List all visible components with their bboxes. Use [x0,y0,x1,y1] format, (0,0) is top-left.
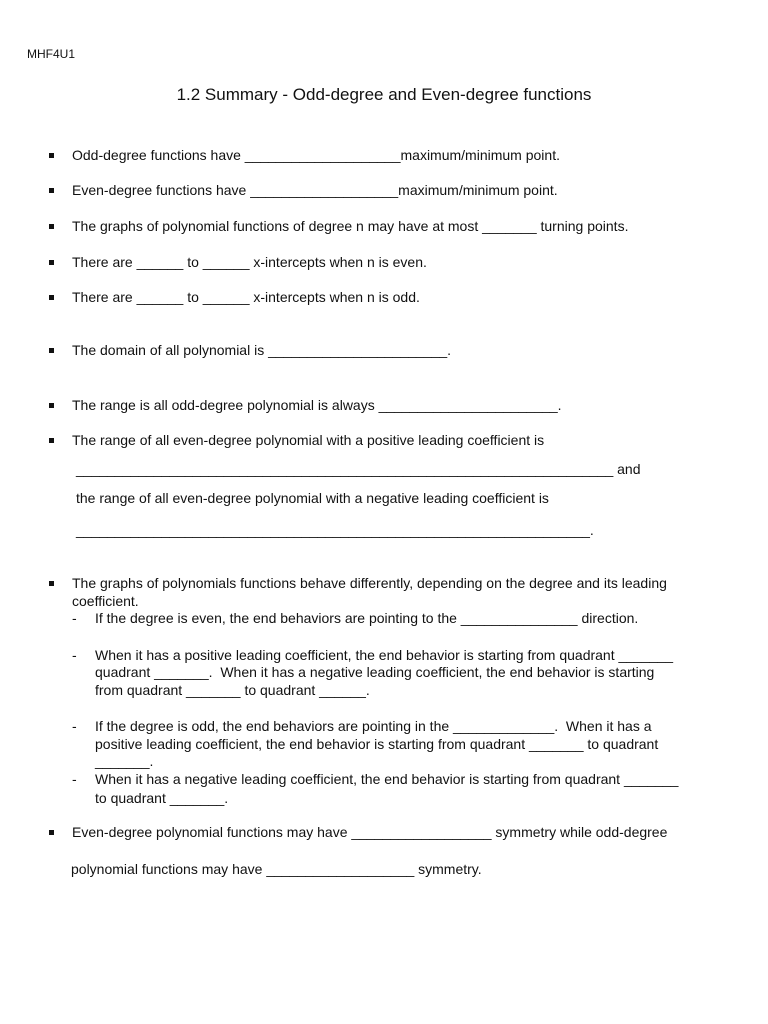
bullet-marker [49,403,54,408]
sub-item: from quadrant _______ to quadrant ______. [95,682,370,698]
range-negative-text: the range of all even-degree polynomial with a negative leading coefficient is [76,490,549,506]
bullet-marker [49,188,54,193]
end-behavior-intro: coefficient. [72,593,139,609]
dash-marker: - [72,647,77,663]
sub-item: positive leading coefficient, the end behavior is starting from quadrant _______ to quadrant [95,736,659,752]
bullet-marker [49,153,54,158]
page-title: 1.2 Summary - Odd-degree and Even-degree functions [176,85,592,104]
symmetry-item: Even-degree polynomial functions may have __________________ symmetry while odd-degree [72,824,668,840]
list-item: Odd-degree functions have ____________________maximum/minimum point. [72,147,560,163]
list-item: The range of all even-degree polynomial with a positive leading coefficient is [72,432,545,448]
bullet-marker [49,295,54,300]
bullet-marker [49,438,54,443]
list-item: There are ______ to ______ x-intercepts when n is even. [72,254,427,270]
sub-item: to quadrant _______. [95,790,229,806]
list-item: The range is all odd-degree polynomial is always _______________________. [72,397,562,413]
symmetry-item: polynomial functions may have ___________________ symmetry. [71,861,482,877]
dash-marker: - [72,610,77,626]
end-behavior-intro: The graphs of polynomials functions behave differently, depending on the degree and its leading [72,575,667,591]
bullet-marker [49,348,54,353]
dash-marker: - [72,718,77,734]
course-code: MHF4U1 [27,47,76,61]
bullet-marker [49,224,54,229]
sub-item: _______. [95,753,154,769]
sub-item: quadrant _______. When it has a negative leading coefficient, the end behavior is starting [95,664,655,680]
list-item: There are ______ to ______ x-intercepts when n is odd. [72,289,420,305]
sub-item: If the degree is odd, the end behaviors are pointing in the _____________. When it has a [95,718,652,734]
list-item: The domain of all polynomial is _______________________. [72,342,452,358]
sub-item: When it has a positive leading coefficient, the end behavior is starting from quadrant _______ [95,647,673,663]
list-item: Even-degree functions have ___________________maximum/minimum point. [72,182,558,198]
bullet-marker [49,581,54,586]
bullet-marker [49,830,54,835]
range-answer-line: __________________________________________________________________. [76,522,594,538]
list-item: The graphs of polynomial functions of degree n may have at most _______ turning points. [72,218,629,234]
sub-item: If the degree is even, the end behaviors are pointing to the _______________ direction. [95,610,639,626]
dash-marker: - [72,771,77,787]
sub-item: When it has a negative leading coefficient, the end behavior is starting from quadrant _______ [95,771,679,787]
bullet-marker [49,260,54,265]
range-answer-line: _____________________________________________________________________ and [76,461,641,477]
